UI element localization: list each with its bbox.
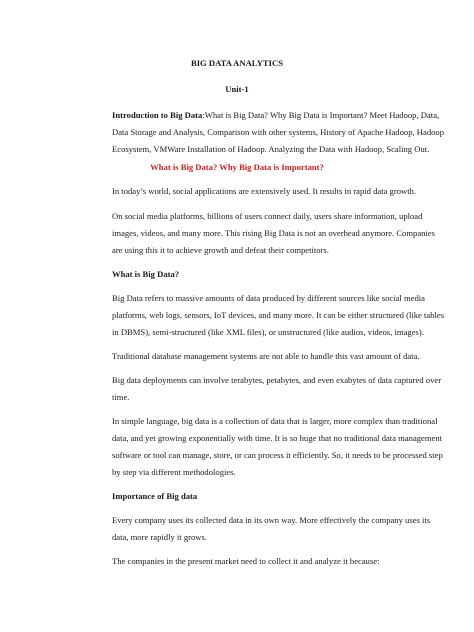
intro-line-2: Data Storage and Analysis, Comparison with other systems, History of Apache Hadoop, Hadoop — [112, 127, 445, 137]
paragraph-5-line-2: time. — [112, 392, 130, 402]
paragraph-6-line-3: software or tool can manage, store, or can process it efficiently. So, it needs to be processed step — [112, 450, 443, 460]
intro-text: :What is Big Data? Why Big Data is Important? Meet Hadoop, Data, — [202, 110, 440, 120]
heading-importance: Importance of Big data — [112, 491, 198, 501]
paragraph-3-line-3: in DBMS), semi-structured (like XML files), or unstructured (like audios, videos, images). — [112, 327, 424, 337]
heading-what-is-big-data: What is Big Data? — [112, 269, 180, 279]
paragraph-8: The companies in the present market need to collect it and analyze it because: — [112, 556, 380, 566]
paragraph-2-line-3: are using this it to achieve growth and defeat their competitors. — [112, 245, 329, 255]
paragraph-6-line-2: data, and yet growing exponentially with time. It is so huge that no traditional data management — [112, 433, 443, 443]
paragraph-3-line-2: platforms, web logs, sensors, IoT devices, and many more. It can be either structured (like tables — [112, 310, 445, 320]
intro-label: Introduction to Big Data — [112, 110, 203, 120]
paragraph-4: Traditional database management systems are not able to handle this vast amount of data. — [112, 351, 420, 361]
paragraph-5-line-1: Big data deployments can involve terabytes, petabytes, and even exabytes of data captured over — [112, 375, 442, 385]
intro-line-3: Ecosystem, VMWare Installation of Hadoop. Analyzing the Data with Hadoop, Scaling Out. — [112, 144, 430, 154]
paragraph-6-line-4: by step via different methodologies. — [112, 467, 236, 477]
paragraph-2-line-1: On social media platforms, billions of users connect daily, users share information, upload — [112, 211, 423, 221]
paragraph-3-line-1: Big Data refers to massive amounts of data produced by different sources like social media — [112, 293, 425, 303]
section-heading-what-why: What is Big Data? Why Big Data is Important? — [150, 162, 324, 172]
paragraph-6-line-1: In simple language, big data is a collection of data that is larger, more complex than traditional — [112, 416, 438, 426]
document-title: BIG DATA ANALYTICS — [190, 58, 283, 68]
paragraph-1: In today’s world, social applications are extensively used. It results in rapid data growth. — [112, 186, 417, 196]
unit-heading: Unit-1 — [225, 84, 249, 94]
paragraph-7-line-1: Every company uses its collected data in its own way. More effectively the company uses its — [112, 515, 431, 525]
intro-line-1 — [112, 110, 474, 121]
paragraph-7-line-2: data, more rapidly it grows. — [112, 532, 207, 542]
paragraph-2-line-2: images, videos, and many more. This rising Big Data is not an overhead anymore. Companies — [112, 228, 435, 238]
